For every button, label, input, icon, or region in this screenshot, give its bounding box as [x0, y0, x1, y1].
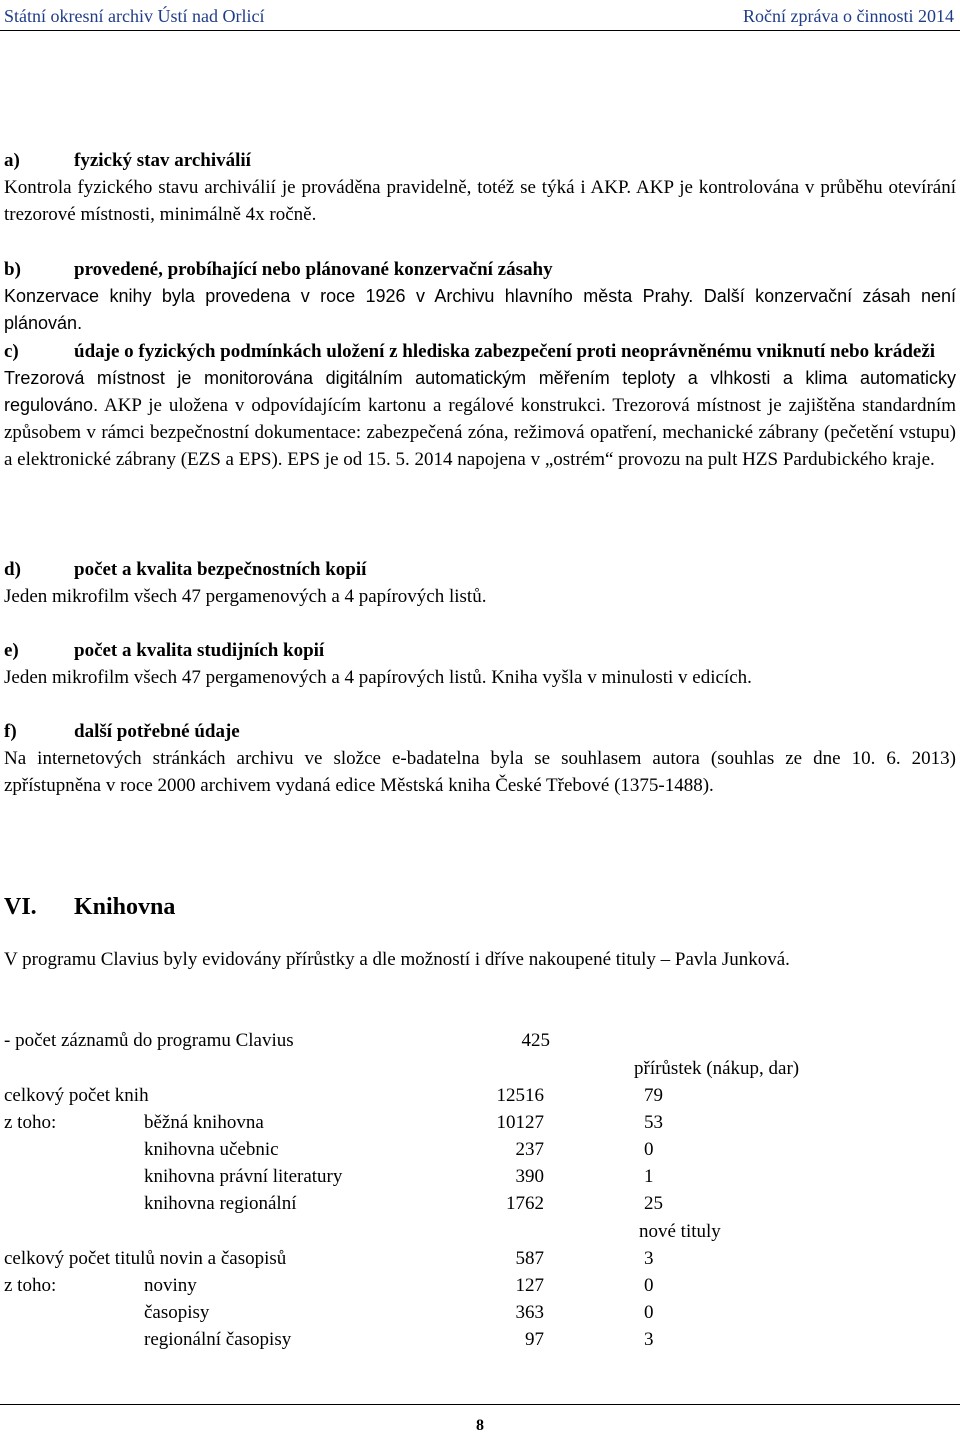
table-row — [4, 1299, 956, 1326]
section-c-heading: c) údaje o fyzických podmínkách uložení z hlediska zabezpečení proti neoprávněnému vniknutí nebo krádeži — [4, 341, 936, 362]
section-a-heading: a) fyzický stav archiválií — [4, 150, 251, 171]
table-cell-c4: 3 — [644, 1329, 654, 1350]
table-row — [4, 1136, 956, 1163]
table-row — [4, 1190, 956, 1217]
table-cell-c1: celkový počet titulů novin a časopisů — [4, 1248, 287, 1269]
table-cell-c2: knihovna regionální — [144, 1193, 297, 1214]
table-cell-c4: 25 — [644, 1193, 663, 1214]
table-row — [4, 1272, 956, 1299]
table-cell-c3: 12516 — [496, 1085, 544, 1106]
table-cell-c1: celkový počet knih — [4, 1085, 149, 1106]
header-report-title: Roční zpráva o činnosti 2014 — [743, 6, 954, 26]
table-row — [4, 1163, 956, 1190]
increment-header-row: přírůstek (nákup, dar) — [634, 1058, 800, 1079]
table-cell-c1: z toho: — [4, 1275, 57, 1296]
table-cell-c4: 0 — [644, 1275, 654, 1296]
section-b-text: Konzervace knihy byla provedena v roce 1926 v Archivu hlavního města Prahy. Další konzervační zásah není plánován. — [4, 286, 956, 333]
table-cell-c4: 3 — [644, 1248, 654, 1269]
section-c — [4, 338, 956, 473]
table-cell-c2: knihovna učebnic — [144, 1139, 279, 1160]
section-a-text: Kontrola fyzického stavu archiválií je prováděna pravidelně, totéž se týká i AKP. AKP je kontrolována v průběhu otevírání trezorové místnosti, minimálně 4x ročně. — [4, 177, 956, 225]
table-cell-c2: knihovna právní literatury — [144, 1166, 343, 1187]
table-cell-c4: 0 — [644, 1302, 654, 1323]
page-header — [0, 0, 960, 31]
section-b-heading: b) provedené, probíhající nebo plánované konzervační zásahy — [4, 259, 553, 280]
section-d — [4, 556, 956, 610]
section-e — [4, 637, 956, 691]
section-d-text: Jeden mikrofilm všech 47 pergamenových a 4 papírových listů. — [4, 586, 487, 607]
chapter-heading: VI. Knihovna — [4, 894, 176, 920]
table-cell-c3: 587 — [515, 1248, 544, 1269]
table-cell-c1: z toho: — [4, 1112, 57, 1133]
records-row: - počet záznamů do programu Clavius 425 — [4, 1030, 550, 1051]
table-cell-c3: 127 — [515, 1275, 544, 1296]
table-cell-c3: 97 — [525, 1329, 544, 1350]
table-cell-c3: 1762 — [506, 1193, 544, 1214]
table-cell-c4: 0 — [644, 1139, 654, 1160]
section-e-heading: e) počet a kvalita studijních kopií — [4, 640, 325, 661]
table-cell-c4: 79 — [644, 1085, 663, 1106]
section-b — [4, 256, 956, 337]
footer-rule — [0, 1404, 960, 1405]
table-cell-c2: noviny — [144, 1275, 197, 1296]
table-cell-c2: běžná knihovna — [144, 1112, 264, 1133]
table-row — [4, 1245, 956, 1272]
section-c-text: Trezorová místnost je monitorována digitálním automatickým měřením teploty a vlhkosti a klima automaticky regulováno. AKP je uložena v odpovídajícím kartonu a regálové konstrukci. Trezorová místnost je zajištěna standardním způsobem v rámci bezpečnostní dokumentace: zabezpečená zóna, režimová opatření, mechanické zábrany (pečetění vstupu) a elektronické zábrany (EZS a EPS). EPS je od 15. 5. 2014 napojena v „ostrém“ provozu na pult HZS Pardubického kraje. — [4, 368, 957, 470]
new-titles-header-row: nové tituly — [639, 1221, 721, 1242]
page-number: 8 — [476, 1417, 484, 1434]
table-cell-c3: 390 — [515, 1166, 544, 1187]
table-cell-c4: 53 — [644, 1112, 663, 1133]
library-intro: V programu Clavius byly evidovány přírůstky a dle možností i dříve nakoupené tituly – Pavla Junková. — [4, 949, 790, 970]
table-cell-c3: 237 — [515, 1139, 544, 1160]
section-f-heading: f) další potřebné údaje — [4, 721, 240, 742]
table-cell-c2: regionální časopisy — [144, 1329, 292, 1350]
table-cell-c3: 10127 — [496, 1112, 544, 1133]
table-cell-c2: časopisy — [144, 1302, 210, 1323]
table-cell-c4: 1 — [644, 1166, 654, 1187]
section-f-text: Na internetových stránkách archivu ve složce e-badatelna byla se souhlasem autora (souhlas ze dne 10. 6. 2013) zpřístupněna v roce 2000 archivem vydaná edice Městská kniha České Třebové (1375-1488). — [4, 748, 956, 796]
section-d-heading: d) počet a kvalita bezpečnostních kopií — [4, 559, 367, 580]
table-row — [4, 1109, 956, 1136]
table-cell-c3: 363 — [515, 1302, 544, 1323]
table-row — [4, 1326, 956, 1353]
section-e-text: Jeden mikrofilm všech 47 pergamenových a 4 papírových listů. Kniha vyšla v minulosti v edicích. — [4, 667, 752, 688]
header-archive-name: Státní okresní archiv Ústí nad Orlicí — [4, 6, 265, 26]
section-a — [4, 147, 956, 228]
table-row — [4, 1082, 956, 1109]
section-f — [4, 718, 956, 799]
